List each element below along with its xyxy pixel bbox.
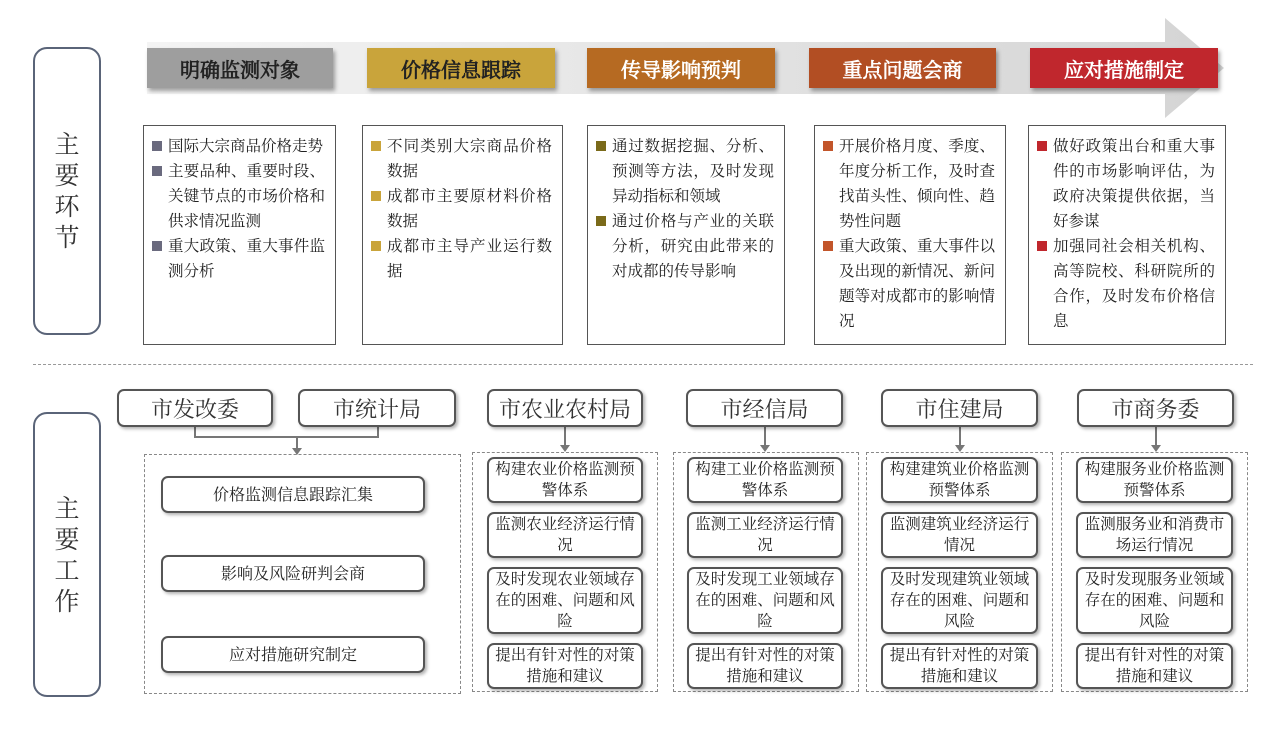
side-label-main-links-text: 主要环节 (54, 130, 80, 252)
housing-task-box (881, 512, 1038, 558)
joint-task-box (161, 555, 425, 592)
bullet-text: 通过数据挖掘、分析、预测等方法，及时发现异动指标和领域 (612, 137, 774, 205)
stage-label: 传导影响预判 (621, 57, 741, 82)
agency-economy-info (686, 389, 843, 427)
agency-statistics-bureau (298, 389, 456, 427)
bullet-text: 重大政策、重大事件以及出现的新情况、新问题等对成都市的影响情况 (839, 237, 995, 330)
stage-label: 明确监测对象 (180, 57, 300, 82)
task-label: 构建农业价格监测预警体系 (495, 460, 635, 499)
task-label: 监测农业经济运行情况 (495, 515, 635, 554)
task-label: 提出有针对性的对策措施和建议 (495, 646, 635, 685)
task-label: 价格监测信息跟踪汇集 (212, 485, 373, 504)
commerce-task-box (1076, 457, 1233, 503)
bullet-text: 成都市主要原材料价格数据 (387, 187, 552, 230)
stage-label: 重点问题会商 (842, 57, 963, 82)
bullet-text: 做好政策出台和重大事件的市场影响评估，为政府决策提供依据，当好参谋 (1053, 137, 1215, 230)
task-label: 及时发现建筑业领域存在的困难、问题和风险 (889, 570, 1030, 630)
stage-label: 应对措施制定 (1064, 57, 1184, 82)
task-label: 提出有针对性的对策措施和建议 (1084, 646, 1225, 685)
commerce-task-box (1076, 567, 1233, 634)
bullet-text: 通过价格与产业的关联分析，研究由此带来的对成都的传导影响 (612, 212, 774, 280)
housing-task-box (881, 567, 1038, 634)
bullet-text: 主要品种、重要时段、关键节点的市场价格和供求情况监测 (168, 162, 325, 230)
task-label: 监测工业经济运行情况 (695, 515, 835, 554)
task-label: 构建服务业价格监测预警体系 (1084, 460, 1225, 499)
agri-task-box (487, 457, 643, 503)
task-label: 及时发现服务业领域存在的困难、问题和风险 (1084, 570, 1225, 630)
task-label: 监测服务业和消费市场运行情况 (1084, 515, 1225, 554)
commerce-task-box (1076, 643, 1233, 689)
joint-task-box (161, 476, 425, 513)
bullet-text: 开展价格月度、季度、年度分析工作，及时查找苗头性、倾向性、趋势性问题 (839, 137, 995, 230)
bullet-text: 成都市主导产业运行数据 (387, 237, 552, 280)
task-label: 监测建筑业经济运行情况 (889, 515, 1030, 554)
agency-label: 市农业农村局 (498, 397, 631, 423)
task-label: 影响及风险研判会商 (220, 564, 365, 583)
agency-label: 市商务委 (1111, 397, 1200, 423)
agri-task-box (487, 512, 643, 558)
bullet-text: 不同类别大宗商品价格数据 (387, 137, 552, 180)
econ-task-box (687, 512, 843, 558)
econ-task-box (687, 567, 843, 634)
stage-label: 价格信息跟踪 (401, 57, 521, 82)
econ-task-box (687, 457, 843, 503)
agency-label: 市经信局 (720, 397, 809, 423)
econ-task-box (687, 643, 843, 689)
housing-task-box (881, 457, 1038, 503)
joint-task-box (161, 636, 425, 673)
agri-task-box (487, 643, 643, 689)
agency-commerce (1077, 389, 1234, 427)
housing-task-box (881, 643, 1038, 689)
task-label: 提出有针对性的对策措施和建议 (889, 646, 1030, 685)
commerce-task-box (1076, 512, 1233, 558)
agency-label: 市统计局 (332, 397, 421, 423)
agency-label: 市发改委 (150, 397, 239, 423)
agri-task-box (487, 567, 643, 634)
agency-ndrc (117, 389, 273, 427)
task-label: 及时发现工业领域存在的困难、问题和风险 (695, 570, 835, 630)
agency-label: 市住建局 (915, 397, 1004, 423)
bullet-text: 国际大宗商品价格走势 (168, 137, 324, 155)
bullet-text: 重大政策、重大事件监测分析 (168, 237, 325, 280)
side-label-main-work-text: 主要工作 (54, 493, 80, 616)
task-label: 应对措施研究制定 (228, 645, 357, 664)
agency-agriculture (487, 389, 643, 427)
bullet-text: 加强同社会相关机构、高等院校、科研院所的合作，及时发布价格信息 (1053, 237, 1215, 330)
task-label: 构建工业价格监测预警体系 (695, 460, 835, 499)
task-label: 及时发现农业领域存在的困难、问题和风险 (495, 570, 635, 630)
task-label: 构建建筑业价格监测预警体系 (889, 460, 1030, 499)
agency-housing (881, 389, 1038, 427)
task-label: 提出有针对性的对策措施和建议 (695, 646, 835, 685)
